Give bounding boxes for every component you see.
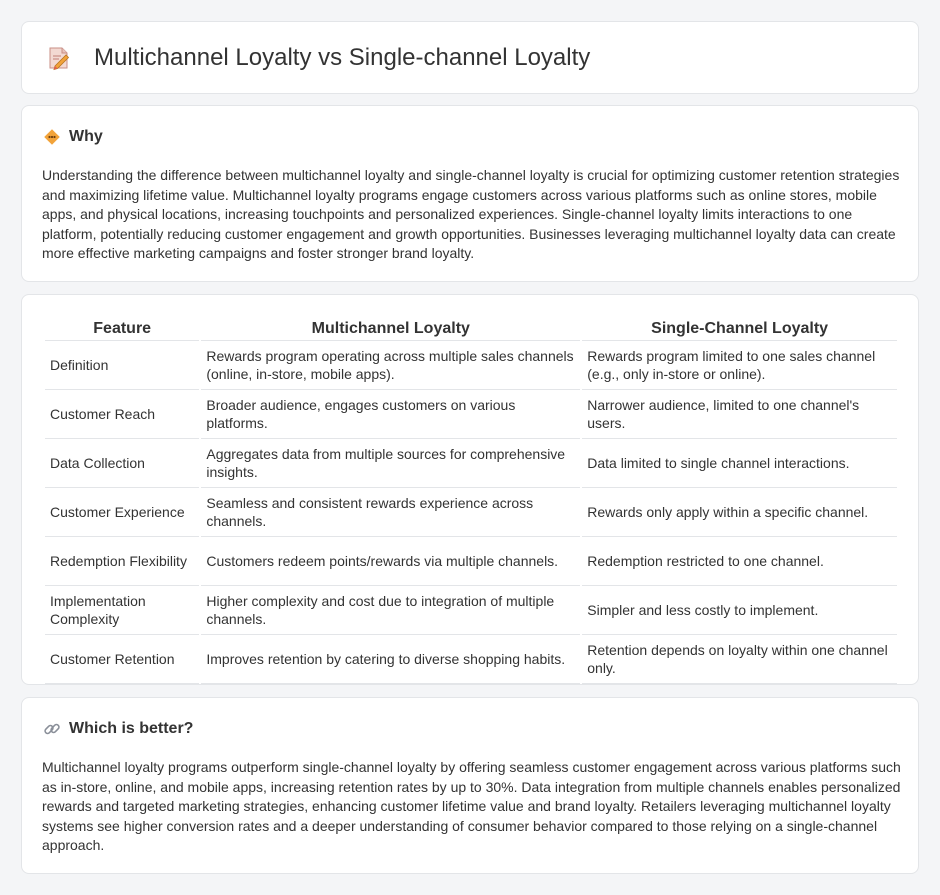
feature-cell: Customer Retention	[45, 635, 199, 684]
single-channel-cell: Narrower audience, limited to one channel's users.	[582, 390, 897, 439]
feature-cell: Data Collection	[45, 439, 199, 488]
better-title: Which is better?	[69, 720, 194, 737]
link-icon	[43, 720, 61, 738]
feature-cell: Implementation Complexity	[45, 586, 199, 635]
multichannel-cell: Rewards program operating across multiple sales channels (online, in-store, mobile apps).	[201, 341, 580, 390]
multichannel-cell: Customers redeem points/rewards via multiple channels.	[201, 537, 580, 586]
table-row	[45, 586, 897, 635]
diamond-warning-icon	[43, 128, 61, 146]
table-row	[45, 439, 897, 488]
table-row	[45, 390, 897, 439]
single-channel-cell: Rewards program limited to one sales channel (e.g., only in-store or online).	[582, 341, 897, 390]
title-row	[46, 44, 590, 72]
better-header	[43, 720, 193, 738]
better-text: Multichannel loyalty programs outperform single-channel loyalty by offering seamless customer engagement across various platforms such as in-store, online, and mobile apps, increasing retention rates by up to 30%. Data integration from multiple channels enables personalized rewards and targeted marketing strategies, enhancing customer lifetime value and brand loyalty. Retailers leveraging multichannel loyalty systems see higher conversion rates and a deeper understanding of consumer behavior compared to those relying on a single-channel approach.	[42, 759, 901, 853]
feature-cell: Customer Experience	[45, 488, 199, 537]
table-row	[45, 488, 897, 537]
multichannel-cell: Seamless and consistent rewards experience across channels.	[201, 488, 580, 537]
feature-cell: Customer Reach	[45, 390, 199, 439]
multichannel-cell: Broader audience, engages customers on various platforms.	[201, 390, 580, 439]
multichannel-cell: Improves retention by catering to diverse shopping habits.	[201, 635, 580, 684]
multichannel-cell: Higher complexity and cost due to integration of multiple channels.	[201, 586, 580, 635]
single-channel-cell: Simpler and less costly to implement.	[582, 586, 897, 635]
header-single-channel: Single-Channel Loyalty	[582, 316, 897, 341]
why-section	[21, 105, 919, 282]
comparison-table-card	[21, 294, 919, 685]
header-multichannel: Multichannel Loyalty	[201, 316, 580, 341]
title-card	[21, 21, 919, 94]
single-channel-cell: Redemption restricted to one channel.	[582, 537, 897, 586]
why-header	[43, 128, 103, 146]
why-title: Why	[69, 128, 103, 145]
document-pencil-icon	[46, 45, 72, 71]
table-row	[45, 341, 897, 390]
why-text: Understanding the difference between multichannel loyalty and single-channel loyalty is crucial for optimizing customer retention strategies and maximizing lifetime value. Multichannel loyalty programs engage customers across various platforms such as online stores, mobile apps, and physical locations, increasing touchpoints and personalized experiences. Single-channel loyalty limits interactions to one platform, potentially reducing customer engagement and growth opportunities. Businesses leveraging multichannel loyalty data can create more effective marketing campaigns and foster stronger brand loyalty.	[42, 167, 900, 261]
table-header-row	[45, 316, 897, 341]
table-row	[45, 537, 897, 586]
table-row	[45, 635, 897, 684]
single-channel-cell: Data limited to single channel interactions.	[582, 439, 897, 488]
header-feature: Feature	[45, 316, 199, 341]
multichannel-cell: Aggregates data from multiple sources for comprehensive insights.	[201, 439, 580, 488]
which-is-better-section	[21, 697, 919, 874]
page-title: Multichannel Loyalty vs Single-channel Loyalty	[94, 44, 591, 71]
feature-cell: Redemption Flexibility	[45, 537, 199, 586]
single-channel-cell: Rewards only apply within a specific channel.	[582, 488, 897, 537]
single-channel-cell: Retention depends on loyalty within one channel only.	[582, 635, 897, 684]
comparison-table	[43, 316, 899, 684]
feature-cell: Definition	[45, 341, 199, 390]
